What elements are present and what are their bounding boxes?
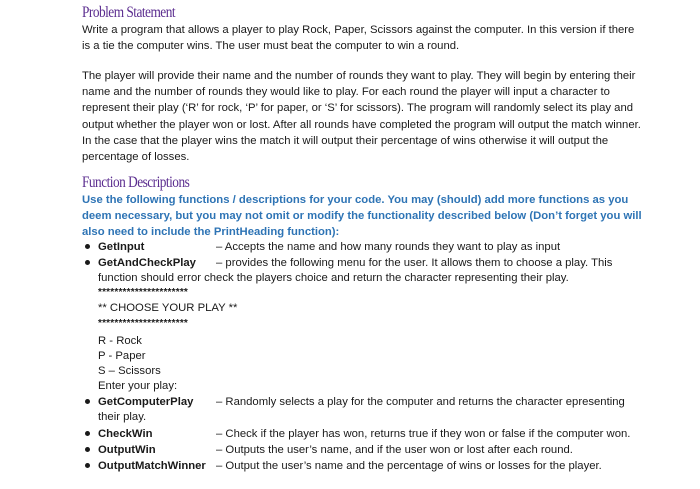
getcomputerplay-desc: – Randomly selects a play for the computer and returns the character epresenting [216,396,625,408]
outputwin-desc: – Outputs the user’s name, and if the user won or lost after each round. [216,444,573,456]
bullet-icon [85,463,90,468]
getinput-name: GetInput [98,241,145,253]
menu-stars-bottom: ********************** [98,318,189,329]
menu-option-scissors: S – Scissors [98,365,161,377]
outputmatchwinner-desc: – Output the user’s name and the percentage of wins or losses for the player. [216,460,602,472]
bullet-icon [85,399,90,404]
bullet-icon [85,260,90,265]
outputmatchwinner-name: OutputMatchWinner [98,460,206,472]
checkwin-desc: – Check if the player has won, returns true if they won or false if the computer won. [216,428,631,440]
getcomputerplay-name: GetComputerPlay [98,396,194,408]
bullet-icon [85,431,90,436]
menu-prompt: Enter your play: [98,380,178,392]
getcomputerplay-desc-cont: their play. [98,411,147,423]
bullet-icon [85,244,90,249]
menu-stars-top: ********************** [98,287,189,298]
outputwin-name: OutputWin [98,444,156,456]
problem-statement-heading: Problem Statement [82,4,176,21]
bullet-icon [85,447,90,452]
function-descriptions-heading: Function Descriptions [82,174,190,191]
menu-title: ** CHOOSE YOUR PLAY ** [98,302,238,314]
getandcheckplay-desc: – provides the following menu for the user. It allows them to choose a play. This [216,257,613,269]
getinput-desc: – Accepts the name and how many rounds they want to play as input [216,241,561,253]
checkwin-name: CheckWin [98,428,153,440]
problem-paragraph-1: Write a program that allows a player to play Rock, Paper, Scissors against the computer. In this version if there is a tie the computer wins. The user must beat the computer to win a round. [82,24,635,53]
function-instructions: Use the following functions / descriptions for your code. You may (should) add more functions as you deem necessary, but you may not omit or modify the functionality described below (Don’t forget you will also need to include the PrintHeading function): [82,194,642,239]
problem-paragraph-2: The player will provide their name and the number of rounds they want to play. They will begin by entering their name and the number of rounds they would like to play. For each round the player will input a character to represent their play (‘R’ for rock, ‘P’ for paper, or ‘S’ for scissors). The program will randomly select its play and output whether the player won or lost. After all rounds have completed the program will output the match winner. In the case that the player wins the match it will output their percentage of wins otherwise it will output the percentage of losses. [82,70,641,164]
menu-option-paper: P - Paper [98,350,146,362]
menu-option-rock: R - Rock [98,335,142,347]
getandcheckplay-desc-cont: function should error check the players choice and return the character representing their play. [98,272,569,284]
getandcheckplay-name: GetAndCheckPlay [98,257,196,269]
